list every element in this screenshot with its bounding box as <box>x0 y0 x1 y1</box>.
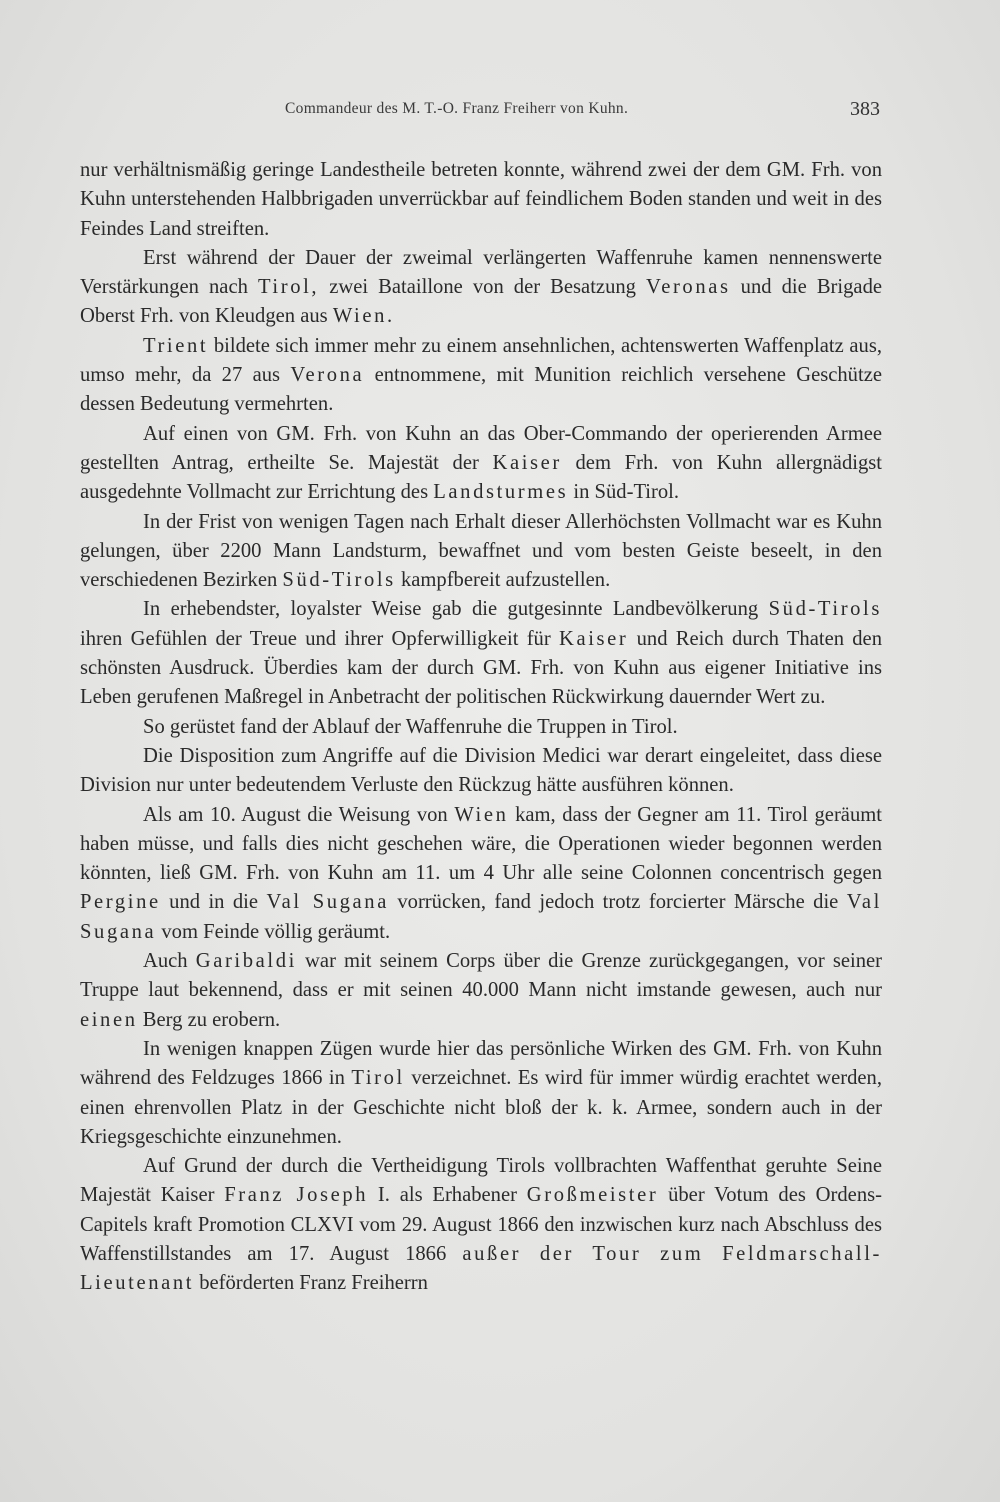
text-run: In der Frist von wenigen Tagen nach Erhalt dieser Allerhöchsten Vollmacht war es Kuhn gelungen, über 2200 Mann Landsturm, bewaffnet und vom besten Geiste beseelt, in den verschiedenen Bezirken <box>80 510 882 592</box>
emphasized-text: Landsturmes <box>433 481 569 504</box>
body-text <box>80 156 882 1299</box>
text-run: Auf Grund der durch die Vertheidigung Tirols vollbrachten Waffenthat geruhte Seine Majestät Kaiser <box>80 1155 882 1207</box>
running-title: Commandeur des M. T.-O. Franz Freiherr von Kuhn. <box>285 100 629 117</box>
emphasized-text: Großmeister <box>526 1184 659 1207</box>
paragraph <box>80 713 882 742</box>
paragraph <box>80 332 882 420</box>
text-run: vom Feinde völlig geräumt. <box>156 920 391 943</box>
text-run: kam, dass der Gegner am 11. Tirol geräumt haben müsse, und falls dies nicht geschehen wäre, die Operationen wieder begonnen werden könnten, ließ GM. Frh. von Kuhn am 11. um 4 Uhr alle seine Colonnen concentrisch gegen <box>80 803 882 885</box>
text-run: in Süd-Tirol. <box>568 481 680 504</box>
text-run: vorrücken, fand jedoch trotz forcierter Märsche die <box>388 891 847 914</box>
text-run: und in die <box>160 891 267 914</box>
emphasized-text: Trient <box>143 334 209 357</box>
text-run: und die Brigade Oberst Frh. von Kleudgen aus <box>80 276 883 328</box>
text-run: über Votum des Ordens-Capitels kraft Promotion CLXVI vom 29. August 1866 den inzwischen kurz nach Abschluss des Waffenstillstandes am 17. August 1866 <box>80 1184 882 1265</box>
paragraph <box>80 420 882 508</box>
emphasized-text: Tirol, <box>257 276 320 299</box>
paragraph <box>80 508 882 596</box>
emphasized-text: Süd-Tirols <box>768 598 882 621</box>
text-run: I. als Erhabener <box>368 1184 527 1207</box>
text-run: entnommene, mit Munition reichlich versehene Geschütze dessen Bedeutung vermehrten. <box>80 364 882 416</box>
page-number: 383 <box>850 98 880 120</box>
text-run: war mit seinem Corps über die Grenze zurückgegangen, vor seiner Truppe laut bekennend, dass er mit seinen 40.000 Mann nicht imstande gewesen, auch nur <box>80 950 882 1002</box>
text-run: In wenigen knappen Zügen wurde hier das persönliche Wirken des GM. Frh. von Kuhn während des Feldzuges 1866 in <box>80 1037 882 1090</box>
text-run: ihren Gefühlen der Treue und ihrer Opferwilligkeit für <box>80 627 559 650</box>
text-run: dem Frh. von Kuhn allergnädigst ausgedehnte Vollmacht zur Errichtung des <box>80 451 882 504</box>
text-run: Als am 10. August die Weisung von <box>143 803 455 826</box>
paragraph <box>80 156 882 244</box>
text-run: beförderten Franz Freiherrn <box>194 1272 428 1295</box>
emphasized-text: außer der Tour zum Feldmarschall-Lieutenant <box>80 1242 882 1295</box>
paragraph <box>80 595 882 712</box>
text-run: und Reich durch Thaten den schönsten Ausdruck. Überdies kam der durch GM. Frh. von Kuhn aus eigener Initiative ins Leben gerufenen Maßregel in Anbetracht der politischen Rückwirkung dauernder Wert zu. <box>80 627 882 709</box>
paragraph <box>80 244 882 332</box>
text-run: nur verhältnismäßig geringe Landestheile betreten konnte, während zwei der dem GM. Frh. von Kuhn unterstehenden Halbbrigaden unverrückbar auf feindlichem Boden standen und weit in des Feindes Land streiften. <box>80 159 882 240</box>
text-run: Erst während der Dauer der zweimal verlängerten Waffenruhe kamen nennenswerte Verstärkungen nach <box>80 246 882 299</box>
text-run: zwei Bataillone von der Besatzung <box>319 276 647 299</box>
emphasized-text: Garibaldi <box>195 950 297 973</box>
emphasized-text: Kaiser <box>558 627 629 650</box>
emphasized-text: Verona <box>290 364 365 387</box>
emphasized-text: Pergine <box>80 891 161 914</box>
text-run: kampfbereit aufzustellen. <box>395 569 611 592</box>
emphasized-text: Veronas <box>646 276 731 299</box>
emphasized-text: Val Sugana <box>80 891 882 943</box>
emphasized-text: Wien. <box>332 305 395 328</box>
text-run: bildete sich immer mehr zu einem ansehnlichen, achtenswerten Waffenplatz aus, umso mehr, da 27 aus <box>80 334 882 387</box>
emphasized-text: Tirol <box>351 1067 405 1090</box>
emphasized-text: Kaiser <box>492 451 562 474</box>
emphasized-text: Süd-Tirols <box>282 569 396 592</box>
paragraph <box>80 742 882 801</box>
text-run: Berg zu erobern. <box>137 1008 281 1031</box>
paragraph <box>80 801 882 947</box>
paragraph <box>80 1035 882 1152</box>
paragraph <box>80 1152 882 1298</box>
running-header <box>80 100 880 128</box>
text-run: So gerüstet fand der Ablauf der Waffenruhe die Truppen in Tirol. <box>143 715 678 738</box>
text-run: In erhebendster, loyalster Weise gab die gutgesinnte Landbevölkerung <box>143 598 769 621</box>
text-run: Auch <box>143 950 196 973</box>
paragraph <box>80 947 882 1035</box>
text-run: Die Disposition zum Angriffe auf die Division Medici war derart eingeleitet, dass diese Division nur unter bedeutendem Verluste den Rückzug hätte ausführen können. <box>80 744 882 797</box>
text-run: verzeichnet. Es wird für immer würdig erachtet werden, einen ehrenvollen Platz in der Geschichte nicht bloß der k. k. Armee, sondern auch in der Kriegsgeschichte einzunehmen. <box>80 1067 882 1148</box>
text-run: Auf einen von GM. Frh. von Kuhn an das Ober-Commando der operierenden Armee gestellten Antrag, ertheilte Se. Majestät der <box>80 422 882 474</box>
emphasized-text: Franz Joseph <box>224 1184 369 1207</box>
emphasized-text: Wien <box>454 803 509 826</box>
emphasized-text: einen <box>80 1008 138 1031</box>
emphasized-text: Val Sugana <box>266 891 389 914</box>
